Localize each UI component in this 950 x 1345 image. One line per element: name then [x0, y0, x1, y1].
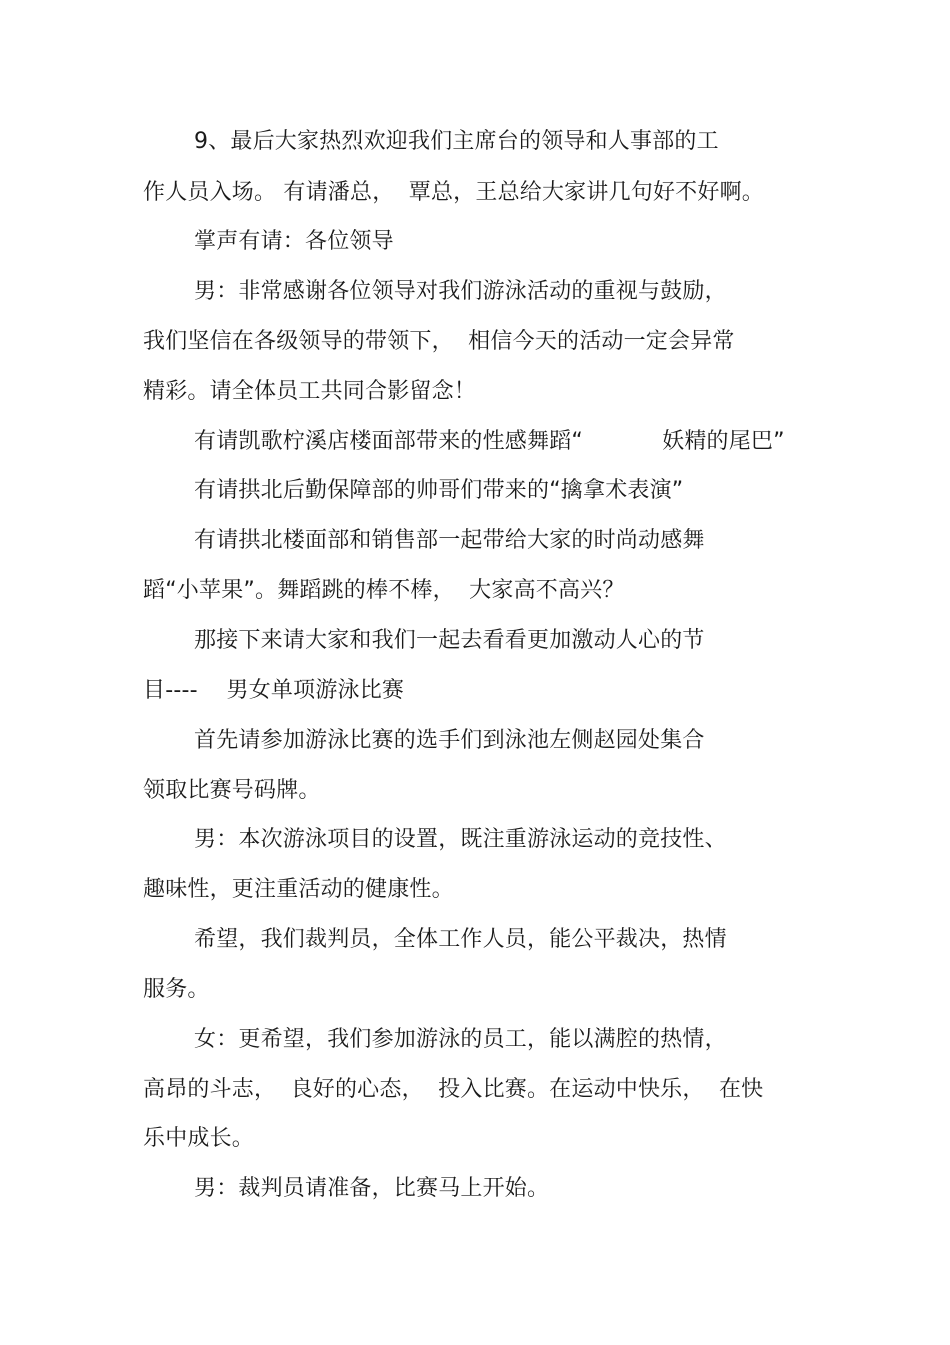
paragraph-line: 蹈“小苹果”。舞蹈跳的棒不棒， 大家高不高兴？ — [143, 578, 625, 603]
paragraph-line: 有请拱北后勤保障部的帅哥们带来的“擒拿术表演” — [194, 478, 684, 503]
paragraph-line: 女：更希望，我们参加游泳的员工，能以满腔的热情， — [194, 1027, 727, 1052]
paragraph-line: 希望，我们裁判员，全体工作人员，能公平裁决，热情 — [194, 927, 727, 952]
paragraph-line: 首先请参加游泳比赛的选手们到泳池左侧赵园处集合 — [194, 728, 705, 753]
paragraph-line: 有请拱北楼面部和销售部一起带给大家的时尚动感舞 — [194, 528, 705, 553]
paragraph-line: 有请凯歌柠溪店楼面部带来的性感舞蹈“ 妖精的尾巴” — [194, 429, 785, 454]
paragraph-line: 我们坚信在各级领导的带领下， 相信今天的活动一定会异常 — [143, 329, 735, 354]
paragraph-line: 趣味性，更注重活动的健康性。 — [143, 877, 454, 902]
paragraph-line: 目---- 男女单项游泳比赛 — [143, 678, 405, 703]
paragraph-line: 掌声有请：各位领导 — [194, 229, 394, 254]
paragraph-line: 领取比赛号码牌。 — [143, 778, 321, 803]
paragraph-line: 男：非常感谢各位领导对我们游泳活动的重视与鼓励， — [194, 279, 727, 304]
paragraph-line: 男：裁判员请准备，比赛马上开始。 — [194, 1176, 550, 1201]
paragraph-line: 那接下来请大家和我们一起去看看更加激动人心的节 — [194, 628, 705, 653]
paragraph-line: 高昂的斗志， 良好的心态， 投入比赛。在运动中快乐， 在快 — [143, 1077, 764, 1102]
paragraph-line: 服务。 — [143, 977, 210, 1002]
paragraph-line: 乐中成长。 — [143, 1126, 255, 1151]
paragraph-line: 作人员入场。 有请潘总， 覃总，王总给大家讲几句好不好啊。 — [143, 180, 764, 205]
paragraph-line: 男：本次游泳项目的设置，既注重游泳运动的竞技性、 — [194, 827, 727, 852]
paragraph-line: 9、最后大家热烈欢迎我们主席台的领导和人事部的工 — [194, 129, 719, 154]
paragraph-line: 精彩。请全体员工共同合影留念！ — [143, 379, 477, 404]
